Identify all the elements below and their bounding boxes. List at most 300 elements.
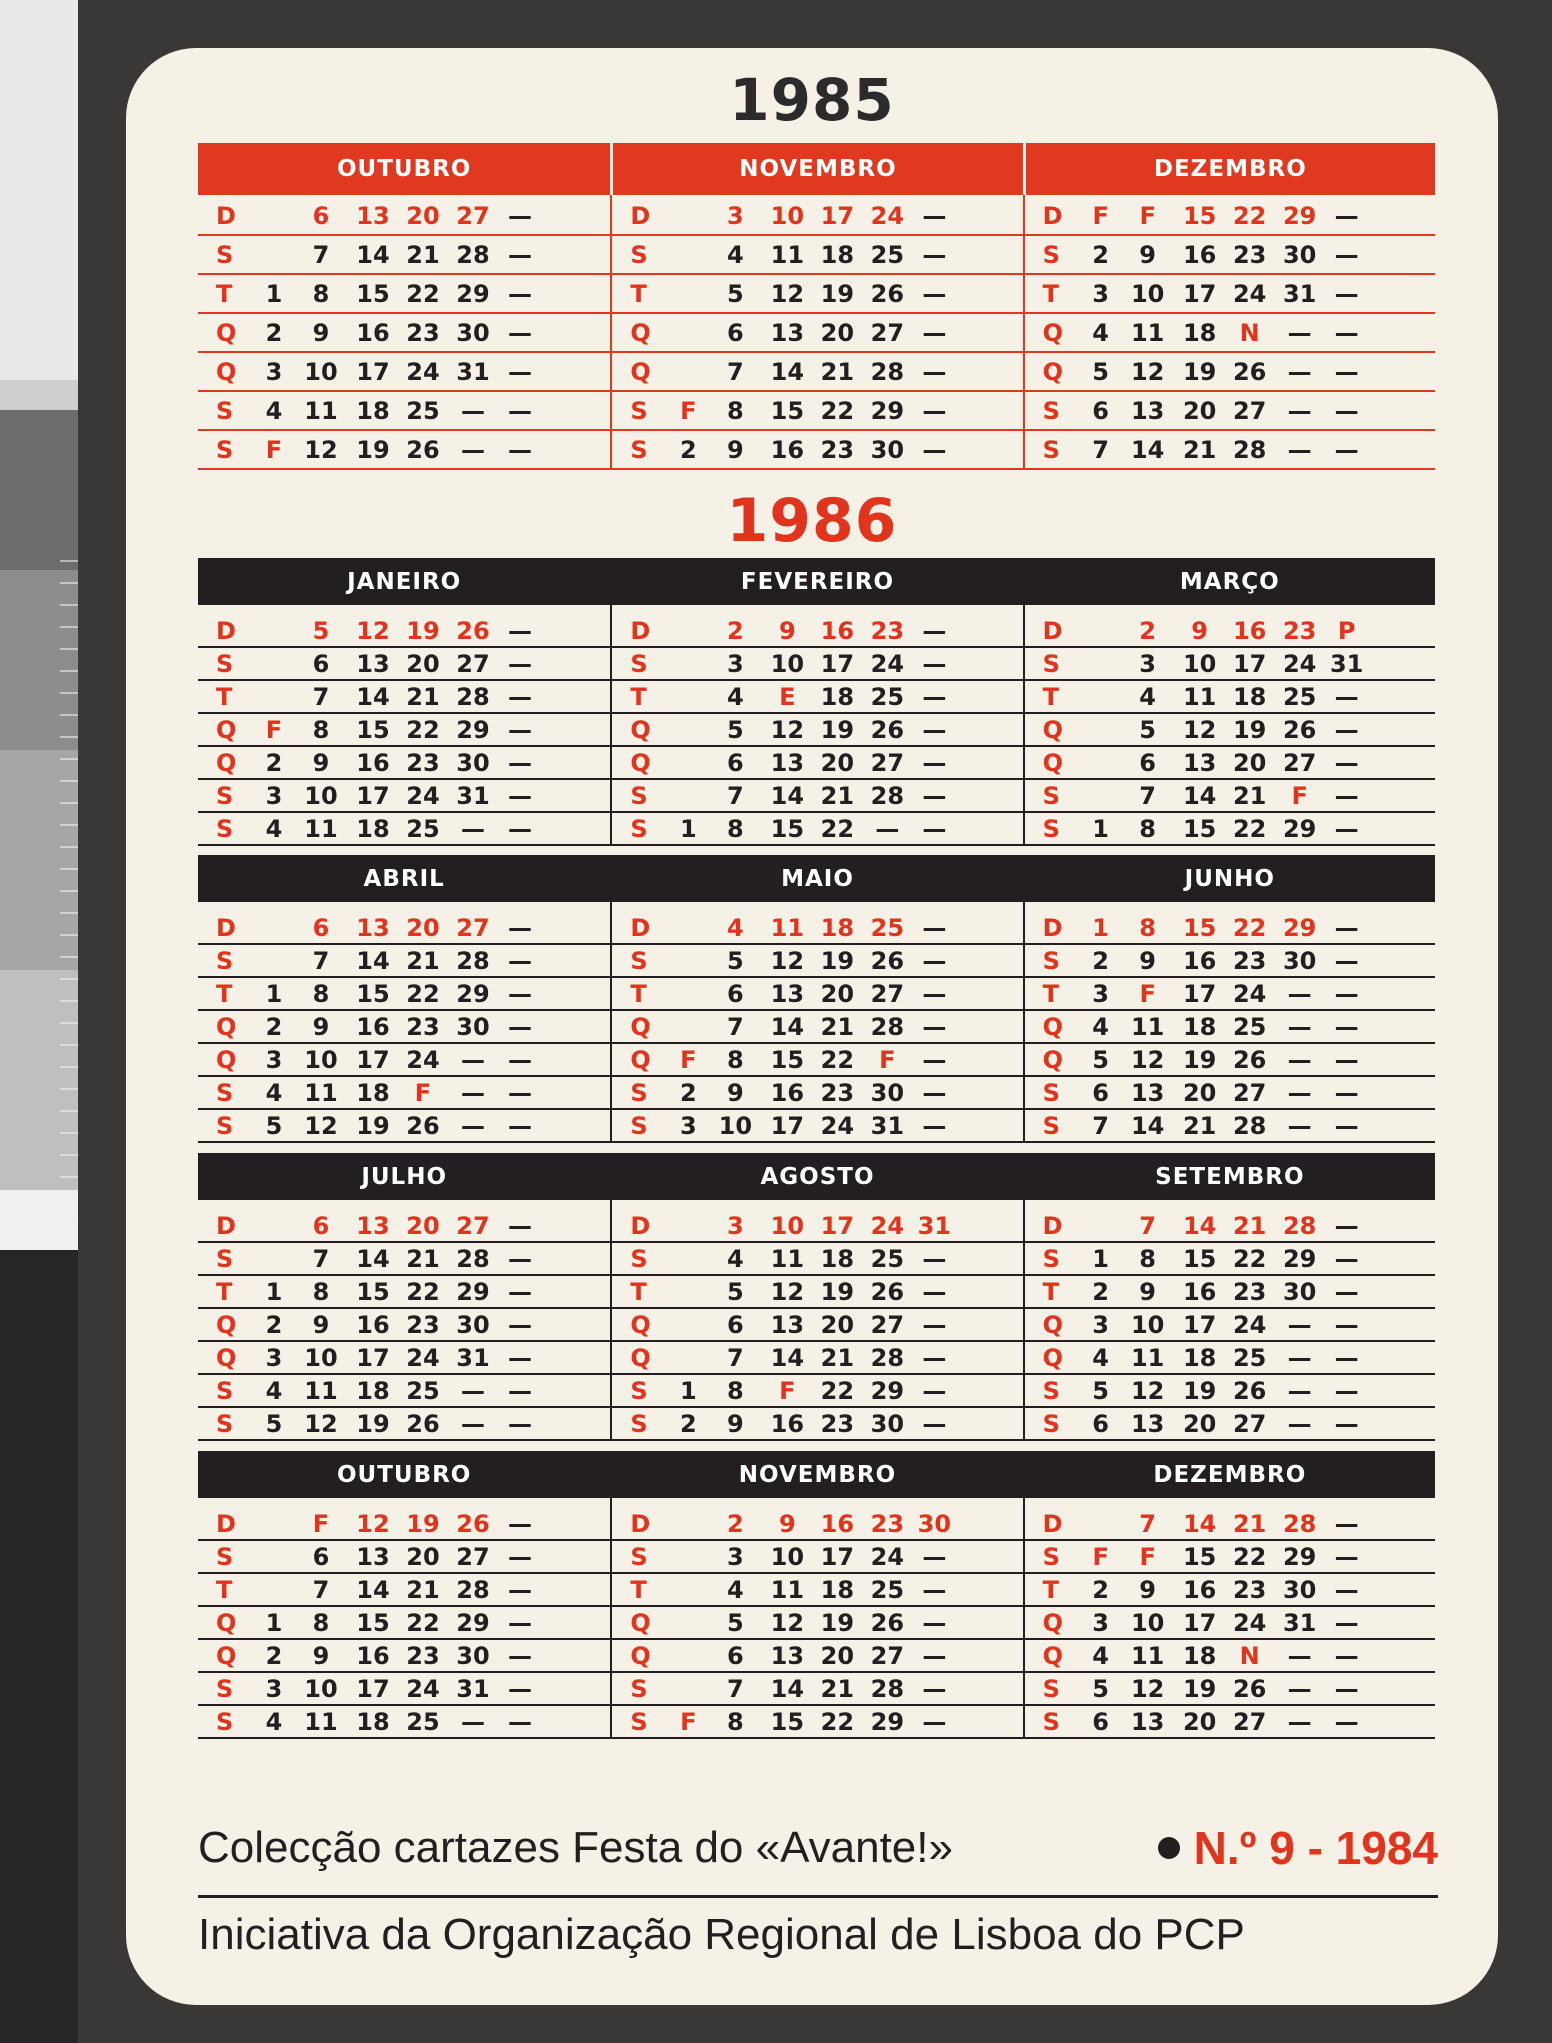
day-number: — (508, 396, 532, 425)
day-number: 15 (770, 1707, 805, 1736)
day-number: 20 (820, 1310, 855, 1339)
day-number: 21 (1232, 1509, 1267, 1538)
month-name: JANEIRO (198, 558, 610, 605)
weekday-row (612, 780, 1022, 813)
day-number: 6 (726, 748, 744, 777)
day-number: 28 (870, 1012, 905, 1041)
day-number: 29 (1282, 1244, 1317, 1273)
day-number: 4 (1092, 1012, 1109, 1041)
weekday-row (612, 1408, 1022, 1441)
day-number: 18 (820, 1244, 855, 1273)
day-number: 30 (456, 318, 490, 347)
day-number: — (508, 318, 532, 347)
day-number: 14 (770, 1012, 805, 1041)
day-number: 26 (456, 616, 490, 645)
day-number: 1 (1092, 913, 1109, 942)
day-number: 24 (1232, 979, 1267, 1008)
weekday-row (198, 314, 610, 353)
day-number: 11 (304, 814, 338, 843)
day-number: 19 (1232, 715, 1267, 744)
day-number: 27 (456, 1542, 490, 1571)
day-number: 31 (917, 1211, 952, 1240)
calendar-card (126, 48, 1498, 2005)
weekday-row (1025, 747, 1435, 780)
day-number: 2 (679, 435, 697, 464)
day-number: 10 (304, 1045, 338, 1074)
weekday-label: S (630, 1674, 648, 1703)
ruler-tick (60, 1088, 78, 1090)
day-number: 7 (726, 1674, 744, 1703)
day-number: 3 (265, 357, 283, 386)
day-number: 7 (726, 781, 744, 810)
day-number: 5 (312, 616, 330, 645)
weekday-label: Q (630, 1012, 651, 1041)
day-number: 25 (406, 396, 440, 425)
weekday-label: S (1042, 1111, 1060, 1140)
day-number: — (922, 1343, 947, 1372)
day-number: 3 (1092, 1608, 1109, 1637)
day-number: 30 (917, 1509, 952, 1538)
day-number: 20 (820, 748, 855, 777)
day-number: 6 (312, 1211, 330, 1240)
day-number: 13 (356, 913, 390, 942)
day-number: F (414, 1078, 432, 1107)
weekday-row (612, 1210, 1022, 1243)
day-number: 4 (726, 913, 744, 942)
day-number: 26 (870, 946, 905, 975)
day-number: 31 (456, 781, 490, 810)
footer-divider (198, 1895, 1438, 1898)
day-number: 14 (1182, 781, 1217, 810)
day-number: — (1287, 979, 1312, 1008)
day-number: 9 (1139, 1575, 1156, 1604)
day-number: 25 (406, 1707, 440, 1736)
month-block (198, 558, 610, 846)
day-number: — (508, 357, 532, 386)
day-number: 14 (1182, 1509, 1217, 1538)
day-number: 26 (406, 1111, 440, 1140)
calendar-1986-row-3 (198, 1153, 1435, 1441)
day-number: 10 (304, 781, 338, 810)
day-number: — (922, 1310, 947, 1339)
weekday-row (612, 1044, 1022, 1077)
day-number: 27 (870, 1641, 905, 1670)
weekday-label: Q (630, 748, 651, 777)
day-number: 14 (356, 1575, 390, 1604)
day-number: — (1334, 1641, 1359, 1670)
day-number: 21 (820, 357, 855, 386)
day-number: 14 (770, 357, 805, 386)
month-block (1023, 558, 1435, 846)
day-number: F (1291, 781, 1308, 810)
day-number: 5 (1092, 1376, 1109, 1405)
day-number: 11 (304, 396, 338, 425)
day-number: 23 (870, 1509, 905, 1538)
day-number: 26 (1232, 357, 1267, 386)
day-number: 12 (770, 1277, 805, 1306)
day-number: 19 (406, 1509, 440, 1538)
day-number: — (922, 240, 947, 269)
day-number: 8 (312, 1608, 330, 1637)
ruler-tick (60, 1022, 78, 1024)
weekday-label: S (1042, 1674, 1060, 1703)
weekday-label: S (216, 1542, 234, 1571)
day-number: 13 (1130, 1409, 1165, 1438)
ruler-tick (60, 692, 78, 694)
weekday-row (1025, 1011, 1435, 1044)
day-number: 12 (1130, 1045, 1165, 1074)
ruler-tick (60, 1066, 78, 1068)
ruler-tick (60, 670, 78, 672)
day-number: 13 (770, 1310, 805, 1339)
month-block (610, 1451, 1022, 1739)
month-day-grid (610, 902, 1022, 1143)
month-day-grid (1023, 195, 1435, 470)
month-day-grid (198, 605, 610, 846)
weekday-label: D (1042, 1509, 1063, 1538)
day-number: — (1287, 1707, 1312, 1736)
day-number: 23 (406, 1641, 440, 1670)
weekday-label: Q (630, 1045, 651, 1074)
day-number: 12 (304, 435, 338, 464)
weekday-row (198, 945, 610, 978)
weekday-row (612, 1342, 1022, 1375)
day-number: F (1139, 979, 1156, 1008)
weekday-label: S (630, 781, 648, 810)
day-number: — (1287, 1012, 1312, 1041)
day-number: 11 (770, 1575, 805, 1604)
day-number: 26 (406, 435, 440, 464)
weekday-row (198, 1607, 610, 1640)
day-number: 23 (1282, 616, 1317, 645)
day-number: 15 (356, 1277, 390, 1306)
day-number: — (922, 682, 947, 711)
day-number: 3 (679, 1111, 697, 1140)
weekday-label: T (216, 1277, 233, 1306)
weekday-row (612, 1541, 1022, 1574)
day-number: 12 (356, 1509, 390, 1538)
day-number: 15 (770, 1045, 805, 1074)
ruler-tick (60, 1220, 78, 1222)
weekday-row (612, 236, 1022, 275)
day-number: — (508, 1674, 532, 1703)
ruler-tick (60, 868, 78, 870)
day-number: — (1287, 1343, 1312, 1372)
day-number: 31 (456, 357, 490, 386)
day-number: 6 (726, 979, 744, 1008)
month-block (610, 143, 1022, 470)
weekday-label: S (216, 396, 234, 425)
scan-strip-segment (0, 1250, 78, 2043)
day-number: — (922, 201, 947, 230)
day-number: 1 (679, 814, 697, 843)
footer-collection-line (198, 1818, 1438, 1878)
day-number: 9 (778, 1509, 796, 1538)
day-number: 18 (356, 1078, 390, 1107)
day-number: 6 (726, 1641, 744, 1670)
weekday-label: S (1042, 1542, 1060, 1571)
day-number: 11 (304, 1376, 338, 1405)
day-number: 12 (770, 946, 805, 975)
day-number: 27 (456, 649, 490, 678)
ruler-tick (60, 978, 78, 980)
day-number: 1 (1092, 1244, 1109, 1273)
weekday-label: D (216, 1509, 236, 1538)
day-number: 27 (870, 979, 905, 1008)
day-number: 23 (820, 435, 855, 464)
day-number: F (680, 1707, 697, 1736)
weekday-row (198, 813, 610, 846)
weekday-row (198, 1044, 610, 1077)
day-number: 5 (726, 715, 744, 744)
day-number: — (1334, 1244, 1359, 1273)
day-number: 30 (1282, 1277, 1317, 1306)
day-number: 12 (1130, 1376, 1165, 1405)
day-number: 22 (820, 1707, 855, 1736)
ruler-tick (60, 1110, 78, 1112)
day-number: F (680, 1045, 697, 1074)
day-number: 29 (1282, 814, 1317, 843)
day-number: 4 (265, 396, 283, 425)
day-number: 23 (820, 1078, 855, 1107)
weekday-row (1025, 392, 1435, 431)
day-number: F (265, 715, 283, 744)
day-number: 29 (456, 1608, 490, 1637)
weekday-label: T (630, 1575, 647, 1604)
weekday-row (612, 1508, 1022, 1541)
day-number: 9 (312, 1012, 330, 1041)
day-number: 4 (1092, 1343, 1109, 1372)
day-number: 26 (1232, 1674, 1267, 1703)
weekday-label: S (1042, 240, 1060, 269)
weekday-label: T (630, 279, 647, 308)
day-number: 10 (770, 201, 805, 230)
day-number: — (508, 748, 532, 777)
weekday-row (198, 912, 610, 945)
calendar-1986-row-2 (198, 855, 1435, 1143)
month-day-grid (198, 1200, 610, 1441)
year-1986-title: 1986 (726, 486, 898, 556)
day-number: — (1287, 1078, 1312, 1107)
weekday-label: Q (216, 748, 237, 777)
ruler-tick (60, 1132, 78, 1134)
day-number: 9 (726, 1078, 744, 1107)
weekday-row (612, 1706, 1022, 1739)
day-number: F (1139, 1542, 1156, 1571)
weekday-label: S (630, 1244, 648, 1273)
weekday-label: S (1042, 649, 1060, 678)
weekday-row (198, 431, 610, 470)
day-number: 25 (406, 814, 440, 843)
day-number: 12 (770, 279, 805, 308)
day-number: — (1334, 1575, 1359, 1604)
day-number: — (922, 649, 947, 678)
day-number: 24 (820, 1111, 855, 1140)
weekday-label: S (1042, 1409, 1060, 1438)
day-number: — (922, 748, 947, 777)
day-number: 13 (356, 201, 390, 230)
weekday-label: D (216, 616, 236, 645)
day-number: 20 (406, 1211, 440, 1240)
weekday-row (612, 681, 1022, 714)
day-number: 15 (770, 396, 805, 425)
day-number: 9 (726, 1409, 744, 1438)
weekday-row (198, 275, 610, 314)
day-number: — (875, 814, 900, 843)
day-number: 7 (1139, 781, 1156, 810)
day-number: 21 (820, 1674, 855, 1703)
day-number: 2 (265, 1310, 283, 1339)
day-number: 27 (456, 913, 490, 942)
day-number: 3 (265, 1343, 283, 1372)
day-number: 21 (1232, 1211, 1267, 1240)
day-number: 30 (456, 1641, 490, 1670)
day-number: — (922, 979, 947, 1008)
month-block (198, 855, 610, 1143)
day-number: 15 (1182, 1542, 1217, 1571)
month-day-grid (610, 1200, 1022, 1441)
weekday-label: S (630, 1707, 648, 1736)
calendar-1986-row-1 (198, 558, 1435, 846)
day-number: 25 (1282, 682, 1317, 711)
day-number: 6 (1092, 396, 1109, 425)
weekday-row (1025, 1309, 1435, 1342)
day-number: — (508, 1078, 532, 1107)
day-number: — (1334, 814, 1359, 843)
weekday-label: S (1042, 396, 1060, 425)
day-number: — (922, 1045, 947, 1074)
day-number: 3 (1092, 279, 1109, 308)
day-number: 24 (1232, 1608, 1267, 1637)
day-number: 31 (1282, 279, 1317, 308)
day-number: 29 (456, 979, 490, 1008)
month-block (610, 558, 1022, 846)
weekday-row (198, 747, 610, 780)
day-number: 15 (356, 279, 390, 308)
day-number: 23 (406, 1310, 440, 1339)
weekday-row (198, 648, 610, 681)
day-number: 8 (1139, 1244, 1156, 1273)
day-number: 16 (770, 1078, 805, 1107)
day-number: 14 (770, 1343, 805, 1372)
month-name: OUTUBRO (198, 1451, 610, 1498)
day-number: 20 (1182, 1707, 1217, 1736)
month-name: OUTUBRO (198, 143, 610, 195)
day-number: 30 (870, 1409, 905, 1438)
weekday-row (1025, 314, 1435, 353)
weekday-row (198, 681, 610, 714)
day-number: — (508, 715, 532, 744)
day-number: 27 (456, 1211, 490, 1240)
day-number: — (1287, 1674, 1312, 1703)
day-number: 10 (770, 1211, 805, 1240)
day-number: 20 (1182, 396, 1217, 425)
day-number: — (922, 1542, 947, 1571)
day-number: 28 (1232, 435, 1267, 464)
ruler-tick (60, 934, 78, 936)
day-number: 23 (1232, 1575, 1267, 1604)
day-number: F (779, 1376, 796, 1405)
ruler-tick (60, 1000, 78, 1002)
weekday-label: S (1042, 1078, 1060, 1107)
day-number: 30 (1282, 240, 1317, 269)
day-number: 19 (1182, 1045, 1217, 1074)
weekday-row (1025, 1408, 1435, 1441)
weekday-label: S (216, 649, 234, 678)
month-name: MARÇO (1023, 558, 1435, 605)
weekday-row (612, 1607, 1022, 1640)
day-number: 5 (1092, 1674, 1109, 1703)
weekday-label: Q (630, 357, 651, 386)
weekday-row (198, 1673, 610, 1706)
day-number: — (1334, 1211, 1359, 1240)
day-number: P (1337, 616, 1356, 645)
day-number: 21 (406, 682, 440, 711)
day-number: — (1334, 1707, 1359, 1736)
day-number: 17 (1232, 649, 1267, 678)
weekday-label: Q (1042, 1343, 1064, 1372)
weekday-row (198, 1640, 610, 1673)
month-day-grid (610, 605, 1022, 846)
weekday-label: S (216, 814, 234, 843)
day-number: 18 (356, 1376, 390, 1405)
day-number: 29 (870, 396, 905, 425)
day-number: — (508, 946, 532, 975)
day-number: 13 (356, 649, 390, 678)
day-number: 13 (770, 1641, 805, 1670)
day-number: F (1092, 1542, 1109, 1571)
month-name: NOVEMBRO (610, 1451, 1022, 1498)
day-number: 4 (265, 1376, 283, 1405)
day-number: 19 (356, 435, 390, 464)
weekday-row (1025, 978, 1435, 1011)
day-number: 16 (356, 1310, 390, 1339)
month-name: AGOSTO (610, 1153, 1022, 1200)
weekday-row (1025, 275, 1435, 314)
weekday-label: Q (216, 1608, 237, 1637)
day-number: 20 (406, 649, 440, 678)
day-number: 25 (870, 913, 905, 942)
day-number: 9 (1139, 240, 1156, 269)
weekday-label: Q (1042, 1012, 1064, 1041)
day-number: 13 (1130, 1707, 1165, 1736)
day-number: N (1239, 318, 1260, 347)
day-number: — (1334, 1012, 1359, 1041)
day-number: 4 (726, 1244, 744, 1273)
day-number: — (508, 814, 532, 843)
day-number: 22 (406, 1277, 440, 1306)
day-number: 6 (312, 201, 330, 230)
day-number: 5 (1139, 715, 1156, 744)
day-number: 25 (406, 1376, 440, 1405)
day-number: 19 (1182, 1376, 1217, 1405)
day-number: 1 (265, 279, 283, 308)
day-number: 6 (1092, 1409, 1109, 1438)
day-number: 19 (356, 1409, 390, 1438)
day-number: 7 (726, 1343, 744, 1372)
day-number: — (922, 1078, 947, 1107)
weekday-label: S (630, 1078, 648, 1107)
day-number: 30 (1282, 946, 1317, 975)
day-number: 28 (870, 781, 905, 810)
weekday-label: T (216, 979, 233, 1008)
day-number: — (922, 1409, 947, 1438)
day-number: 4 (726, 1575, 744, 1604)
weekday-label: Q (1042, 1641, 1064, 1670)
day-number: 26 (1232, 1376, 1267, 1405)
weekday-row (198, 780, 610, 813)
day-number: 22 (1232, 201, 1267, 230)
